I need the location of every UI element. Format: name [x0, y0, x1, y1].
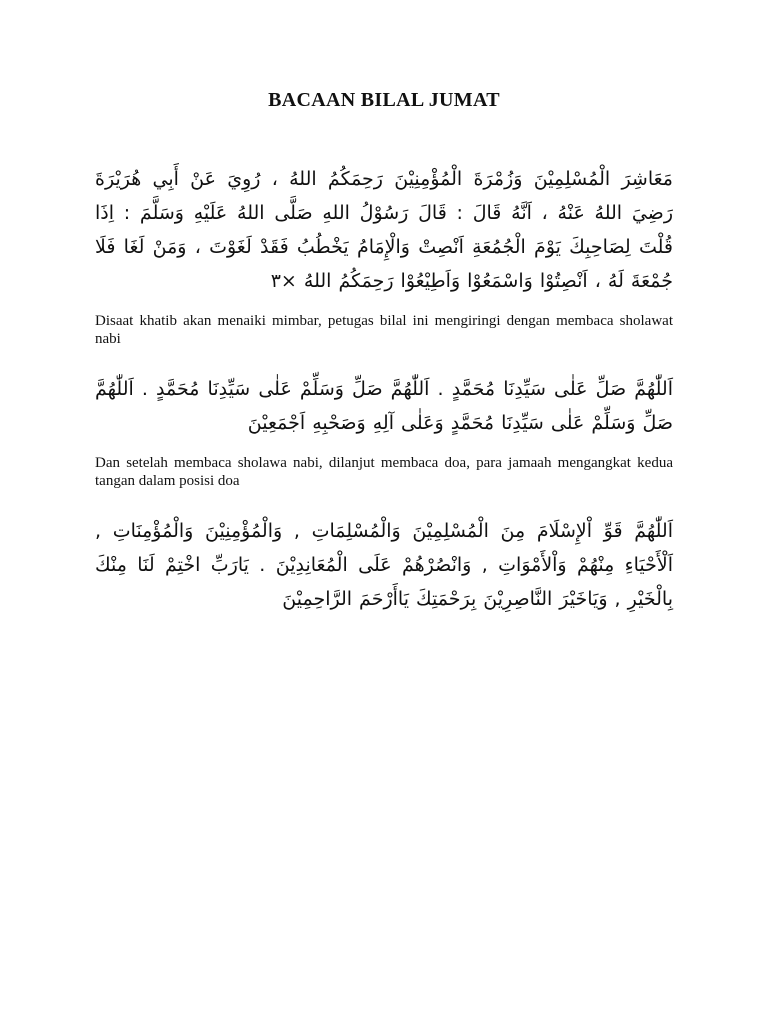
- document-body: [95, 86, 673, 630]
- document-title: BACAAN BILAL JUMAT: [268, 89, 500, 111]
- instruction-doa: Dan setelah membaca sholawa nabi, dilanjut membaca doa, para jamaah mengangkat kedua tangan dalam posisi doa: [95, 455, 673, 489]
- instruction-sholawat: Disaat khatib akan menaiki mimbar, petugas bilal ini mengiringi dengan membaca sholawat nabi: [95, 313, 673, 347]
- arabic-sholawat: اَللّٰهُمَّ صَلِّ عَلٰى سَيِّدِنَا مُحَمَّدٍ . اَللّٰهُمَّ صَلِّ وَسَلِّمْ عَلٰى سَيِّدِنَا مُحَمَّدٍ . اَللّٰهُمَّ صَلِّ وَسَلِّمْ عَلٰى سَيِّدِنَا مُحَمَّدٍ وَعَلٰى آلِهِ وَصَحْبِهِ اَجْمَعِيْنَ: [95, 378, 673, 434]
- arabic-opening-announcement: مَعَاشِرَ الْمُسْلِمِيْنَ وَزُمْرَةَ الْمُؤْمِنِيْنَ رَحِمَكُمُ اللهُ ، رُوِيَ عَنْ أَبِي هُرَيْرَةَ رَضِيَ اللهُ عَنْهُ ، اَنَّهُ قَالَ : قَالَ رَسُوْلُ اللهِ صَلَّى اللهُ عَلَيْهِ وَسَلَّمَ : اِذَا قُلْتَ لِصَاحِبِكَ يَوْمَ الْجُمُعَةِ اَنْصِتْ وَالْإِمَامُ يَخْطُبُ فَقَدْ لَغَوْتَ ، وَمَنْ لَغَا فَلَا جُمْعَةَ لَهُ ، اَنْصِتُوْا وَاسْمَعُوْا وَاَطِيْعُوْا رَحِمَكُمُ اللهُ ×٣: [95, 168, 673, 292]
- arabic-doa: اَللّٰهُمَّ قَوِّ اْلإِسْلَامَ مِنَ الْمُسْلِمِيْنَ وَالْمُسْلِمَاتِ , وَالْمُؤْمِنِيْنَ وَالْمُؤْمِنَاتِ , اَلْأَحْيَاءِ مِنْهُمْ وَاْلأَمْوَاتِ , وَانْصُرْهُمْ عَلَى الْمُعَانِدِيْنَ . يَارَبِّ اخْتِمْ لَنَا مِنْكَ بِالْخَيْرِ , وَيَاخَيْرَ النَّاصِرِيْنَ بِرَحْمَتِكَ يَاأَرْحَمَ الرَّاحِمِيْنَ: [95, 520, 673, 610]
